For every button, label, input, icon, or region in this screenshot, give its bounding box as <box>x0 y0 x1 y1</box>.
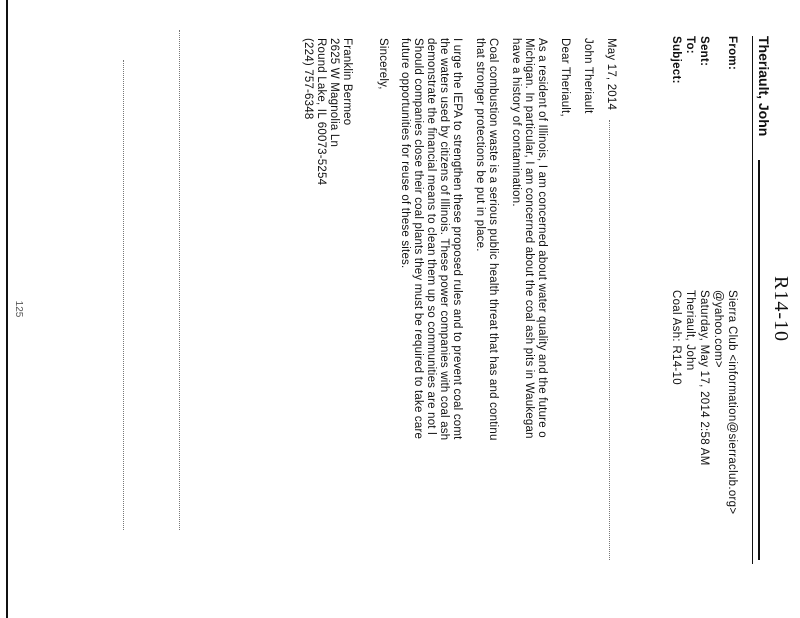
paragraph-3-line-4: Should companies close their coal plants they must be required to take care <box>412 38 424 440</box>
paragraph-3-line-1: I urge the IEPA to strengthen these proposed rules and to prevent coal comt <box>451 38 463 440</box>
paragraph-1-line-1: As a resident of Illinois, I am concerned about water quality and the future o <box>536 38 548 438</box>
page-number: 125 <box>13 300 24 318</box>
header-rule-thin <box>752 36 753 564</box>
signature-name: Franklin Bermeo <box>341 38 353 126</box>
letter-date: May 17, 2014 <box>605 38 617 111</box>
document-id: R14-10 <box>770 276 792 342</box>
from-value-line-2: @yahoo.com> <box>712 290 724 368</box>
recipient-name: John Theriault <box>582 38 594 114</box>
sent-label: Sent: <box>698 36 710 67</box>
from-label: From: <box>726 36 738 71</box>
signature-city: Round Lake, IL 60073-5254 <box>315 38 327 186</box>
header-rule-thick <box>758 160 760 560</box>
to-label: To: <box>684 36 696 54</box>
bottom-rule <box>6 0 8 618</box>
paragraph-2-line-1: Coal combustion waste is a serious public health threat that has and continu <box>487 38 499 441</box>
signature-phone: (224) 757-6348 <box>302 38 314 120</box>
paragraph-1-line-2: Michigan. In particular, I am concerned about the coal ash pits in Waukegan <box>523 38 535 439</box>
subject-label: Subject: <box>670 36 682 84</box>
paragraph-3-line-5: future opportunities for reuse of these sites. <box>399 38 411 269</box>
paragraph-1-line-3: have a history of contamination. <box>510 38 522 207</box>
closing: Sincerely, <box>377 38 389 90</box>
subject-value: Coal Ash: R14-10 <box>670 290 682 385</box>
date-scan-dots <box>609 120 610 560</box>
from-value-line-1: Sierra Club <information@sierraclub.org> <box>726 290 738 515</box>
to-value: Theriault, John <box>684 290 696 371</box>
paragraph-3-line-3: demonstrate the financial means to clean them up so communities are not l <box>425 38 437 435</box>
paragraph-3-line-2: the waters used by citizens of Illinois. These power companies with coal ash <box>438 38 450 441</box>
sender-name: Theriault, John <box>756 36 772 137</box>
salutation: Dear Theriault, <box>559 38 571 117</box>
signature-street: 2625 W Magnolia Ln <box>328 38 340 148</box>
sent-value: Saturday, May 17, 2014 2:58 AM <box>698 290 710 466</box>
scan-dots-2 <box>123 60 124 530</box>
scan-dots-1 <box>179 30 180 530</box>
paragraph-2-line-2: that stronger protections be put in place. <box>474 38 486 252</box>
